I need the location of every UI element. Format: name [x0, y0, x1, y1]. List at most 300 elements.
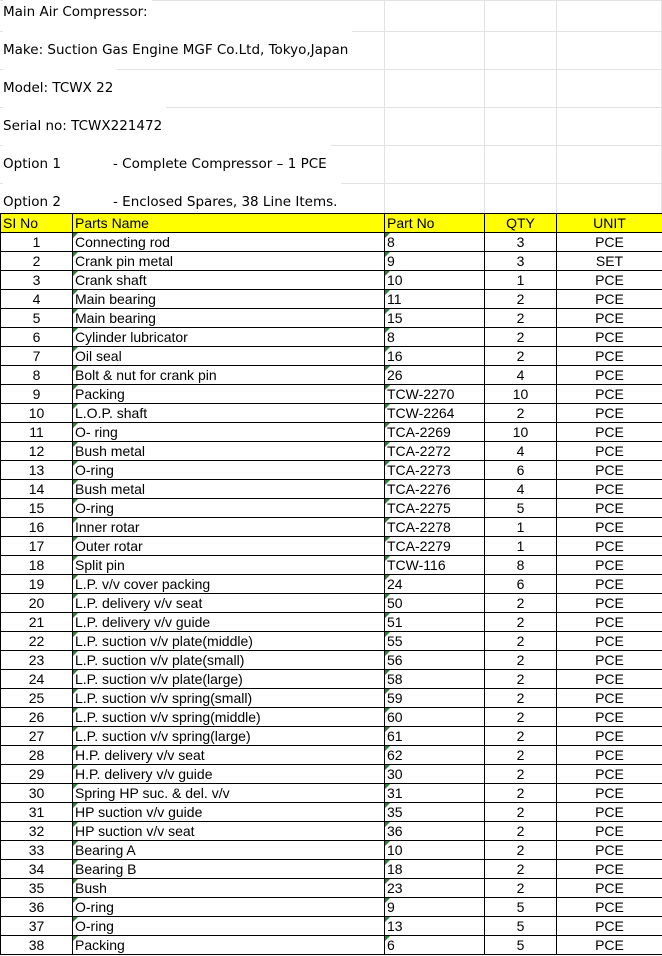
unit-cell[interactable]: PCE	[557, 632, 662, 651]
si-no-cell[interactable]: 32	[1, 822, 73, 841]
si-no-cell[interactable]: 23	[1, 651, 73, 670]
comment-indicator-icon	[385, 233, 390, 238]
unit-cell[interactable]: PCE	[557, 594, 662, 613]
comment-indicator-icon	[73, 309, 78, 314]
table-row	[1, 860, 662, 879]
cell-text: 10	[387, 272, 403, 288]
comment-indicator-icon	[385, 290, 390, 295]
cell-text: Oil seal	[75, 348, 122, 364]
qty-cell[interactable]: 2	[485, 309, 557, 328]
si-no-cell[interactable]: 27	[1, 727, 73, 746]
unit-cell[interactable]: PCE	[557, 423, 662, 442]
comment-indicator-icon	[73, 347, 78, 352]
cell-text: 58	[387, 671, 403, 687]
unit-cell[interactable]: PCE	[557, 765, 662, 784]
part-no-cell[interactable]	[385, 461, 485, 480]
unit-cell[interactable]: PCE	[557, 404, 662, 423]
qty-cell[interactable]: 5	[485, 936, 557, 955]
table-row	[1, 423, 662, 442]
unit-cell[interactable]: PCE	[557, 746, 662, 765]
si-no-cell[interactable]: 33	[1, 841, 73, 860]
part-no-cell[interactable]	[385, 252, 485, 271]
option2-label: Option 2	[3, 194, 61, 210]
parts-name-cell[interactable]	[73, 708, 385, 727]
comment-indicator-icon	[73, 233, 78, 238]
column-header-parts-name[interactable]: Parts Name	[73, 214, 385, 233]
parts-name-cell[interactable]	[73, 860, 385, 879]
cell-text: Crank pin metal	[75, 253, 174, 269]
comment-indicator-icon	[73, 936, 78, 941]
part-no-cell[interactable]	[385, 803, 485, 822]
unit-cell[interactable]: PCE	[557, 651, 662, 670]
si-no-cell[interactable]: 26	[1, 708, 73, 727]
unit-cell[interactable]: PCE	[557, 670, 662, 689]
comment-indicator-icon	[385, 670, 390, 675]
cell-text: 61	[387, 728, 403, 744]
part-no-cell[interactable]	[385, 917, 485, 936]
comment-indicator-icon	[73, 594, 78, 599]
part-no-cell[interactable]	[385, 594, 485, 613]
unit-cell[interactable]: PCE	[557, 518, 662, 537]
part-no-cell[interactable]	[385, 556, 485, 575]
parts-name-cell[interactable]	[73, 594, 385, 613]
qty-cell[interactable]: 2	[485, 727, 557, 746]
parts-name-cell[interactable]	[73, 480, 385, 499]
parts-name-cell[interactable]	[73, 404, 385, 423]
unit-cell[interactable]: PCE	[557, 499, 662, 518]
qty-cell[interactable]: 2	[485, 765, 557, 784]
table-row	[1, 803, 662, 822]
qty-cell[interactable]: 2	[485, 803, 557, 822]
column-header-unit[interactable]: UNIT	[557, 214, 662, 233]
parts-name-cell[interactable]	[73, 879, 385, 898]
qty-cell[interactable]: 2	[485, 746, 557, 765]
parts-name-cell[interactable]	[73, 537, 385, 556]
comment-indicator-icon	[385, 537, 390, 542]
parts-name-cell[interactable]	[73, 898, 385, 917]
cell-text: TCW-2270	[387, 386, 455, 402]
column-header-part-no[interactable]: Part No	[385, 214, 485, 233]
parts-name-cell[interactable]	[73, 252, 385, 271]
unit-cell[interactable]: PCE	[557, 575, 662, 594]
unit-cell[interactable]: PCE	[557, 613, 662, 632]
si-no-cell[interactable]: 38	[1, 936, 73, 955]
table-row	[1, 309, 662, 328]
table-row	[1, 537, 662, 556]
qty-cell[interactable]: 8	[485, 556, 557, 575]
qty-cell[interactable]: 2	[485, 594, 557, 613]
parts-name-cell[interactable]	[73, 309, 385, 328]
parts-name-cell[interactable]	[73, 347, 385, 366]
qty-cell[interactable]: 2	[485, 613, 557, 632]
si-no-cell[interactable]: 12	[1, 442, 73, 461]
cell-text: 11	[387, 291, 402, 307]
part-no-cell[interactable]	[385, 651, 485, 670]
part-no-cell[interactable]	[385, 936, 485, 955]
comment-indicator-icon	[73, 499, 78, 504]
unit-cell[interactable]: PCE	[557, 727, 662, 746]
parts-name-cell[interactable]	[73, 936, 385, 955]
si-no-cell[interactable]: 16	[1, 518, 73, 537]
comment-indicator-icon	[73, 841, 78, 846]
comment-indicator-icon	[385, 727, 390, 732]
cell-text: TCA-2273	[387, 462, 451, 478]
part-no-cell[interactable]	[385, 746, 485, 765]
qty-cell[interactable]: 10	[485, 385, 557, 404]
part-no-cell[interactable]	[385, 404, 485, 423]
qty-cell[interactable]: 6	[485, 461, 557, 480]
table-row	[1, 575, 662, 594]
qty-cell[interactable]: 2	[485, 404, 557, 423]
si-no-cell[interactable]: 18	[1, 556, 73, 575]
cell-text: O-ring	[75, 899, 114, 915]
qty-cell[interactable]: 2	[485, 632, 557, 651]
comment-indicator-icon	[385, 765, 390, 770]
parts-name-cell[interactable]	[73, 556, 385, 575]
unit-cell[interactable]: PCE	[557, 689, 662, 708]
si-no-cell[interactable]: 17	[1, 537, 73, 556]
cell-text: 55	[387, 633, 403, 649]
comment-indicator-icon	[73, 746, 78, 751]
column-header-qty[interactable]: QTY	[485, 214, 557, 233]
parts-name-cell[interactable]	[73, 271, 385, 290]
parts-name-cell[interactable]	[73, 233, 385, 252]
cell-text: 60	[387, 709, 403, 725]
parts-name-cell[interactable]	[73, 290, 385, 309]
unit-cell[interactable]: PCE	[557, 917, 662, 936]
parts-name-cell[interactable]	[73, 670, 385, 689]
parts-name-cell[interactable]	[73, 442, 385, 461]
table-row	[1, 366, 662, 385]
part-no-cell[interactable]	[385, 727, 485, 746]
unit-cell[interactable]: PCE	[557, 480, 662, 499]
comment-indicator-icon	[73, 575, 78, 580]
part-no-cell[interactable]	[385, 860, 485, 879]
unit-cell[interactable]: PCE	[557, 309, 662, 328]
part-no-cell[interactable]	[385, 366, 485, 385]
part-no-cell[interactable]	[385, 423, 485, 442]
qty-cell[interactable]: 1	[485, 537, 557, 556]
parts-name-cell[interactable]	[73, 689, 385, 708]
part-no-cell[interactable]	[385, 632, 485, 651]
si-no-cell[interactable]: 19	[1, 575, 73, 594]
part-no-cell[interactable]	[385, 442, 485, 461]
parts-name-cell[interactable]	[73, 784, 385, 803]
cell-text: Bearing A	[75, 842, 136, 858]
parts-name-cell[interactable]	[73, 423, 385, 442]
part-no-cell[interactable]	[385, 309, 485, 328]
unit-cell[interactable]: PCE	[557, 860, 662, 879]
parts-name-cell[interactable]	[73, 366, 385, 385]
qty-cell[interactable]: 2	[485, 841, 557, 860]
parts-name-cell[interactable]	[73, 575, 385, 594]
table-row	[1, 936, 662, 955]
comment-indicator-icon	[385, 385, 390, 390]
comment-indicator-icon	[73, 328, 78, 333]
comment-indicator-icon	[73, 822, 78, 827]
unit-cell[interactable]: PCE	[557, 822, 662, 841]
cell-text: 51	[387, 614, 403, 630]
part-no-cell[interactable]	[385, 290, 485, 309]
table-row	[1, 632, 662, 651]
comment-indicator-icon	[385, 746, 390, 751]
make-text: Make: Suction Gas Engine MGF Co.Ltd, Tokyo,Japan	[3, 31, 352, 69]
comment-indicator-icon	[73, 632, 78, 637]
parts-name-cell[interactable]	[73, 613, 385, 632]
parts-name-cell[interactable]	[73, 499, 385, 518]
si-no-cell[interactable]: 8	[1, 366, 73, 385]
cell-text: Split pin	[75, 557, 125, 573]
si-no-cell[interactable]: 2	[1, 252, 73, 271]
parts-name-cell[interactable]	[73, 765, 385, 784]
part-no-cell[interactable]	[385, 518, 485, 537]
part-no-cell[interactable]	[385, 784, 485, 803]
parts-name-cell[interactable]	[73, 632, 385, 651]
table-row	[1, 518, 662, 537]
comment-indicator-icon	[73, 423, 78, 428]
part-no-cell[interactable]	[385, 689, 485, 708]
comment-indicator-icon	[73, 537, 78, 542]
parts-name-cell[interactable]	[73, 651, 385, 670]
unit-cell[interactable]: PCE	[557, 271, 662, 290]
cell-text: 50	[387, 595, 403, 611]
si-no-cell[interactable]: 25	[1, 689, 73, 708]
qty-cell[interactable]: 6	[485, 575, 557, 594]
comment-indicator-icon	[73, 689, 78, 694]
cell-text: 31	[387, 785, 403, 801]
table-row	[1, 556, 662, 575]
table-row	[1, 252, 662, 271]
unit-cell[interactable]: PCE	[557, 784, 662, 803]
cell-text: L.P. delivery v/v seat	[75, 595, 203, 611]
qty-cell[interactable]: 2	[485, 670, 557, 689]
si-no-cell[interactable]: 37	[1, 917, 73, 936]
unit-cell[interactable]: PCE	[557, 385, 662, 404]
cell-text: HP suction v/v seat	[75, 823, 195, 839]
table-row	[1, 347, 662, 366]
si-no-cell[interactable]: 20	[1, 594, 73, 613]
comment-indicator-icon	[385, 613, 390, 618]
comment-indicator-icon	[385, 309, 390, 314]
qty-cell[interactable]: 10	[485, 423, 557, 442]
si-no-cell[interactable]: 34	[1, 860, 73, 879]
qty-cell[interactable]: 3	[485, 252, 557, 271]
cell-text: 6	[387, 937, 395, 953]
parts-name-cell[interactable]	[73, 385, 385, 404]
comment-indicator-icon	[73, 252, 78, 257]
cell-text: TCW-116	[387, 557, 446, 573]
unit-cell[interactable]: SET	[557, 252, 662, 271]
part-no-cell[interactable]	[385, 233, 485, 252]
part-no-cell[interactable]	[385, 271, 485, 290]
cell-text: Spring HP suc. & del. v/v	[75, 785, 230, 801]
si-no-cell[interactable]: 24	[1, 670, 73, 689]
cell-text: 56	[387, 652, 403, 668]
si-no-cell[interactable]: 36	[1, 898, 73, 917]
unit-cell[interactable]: PCE	[557, 290, 662, 309]
part-no-cell[interactable]	[385, 537, 485, 556]
unit-cell[interactable]: PCE	[557, 233, 662, 252]
si-no-cell[interactable]: 22	[1, 632, 73, 651]
table-row	[1, 404, 662, 423]
si-no-cell[interactable]: 21	[1, 613, 73, 632]
cell-text: Bush metal	[75, 443, 146, 459]
table-header-row	[1, 214, 662, 233]
unit-cell[interactable]: PCE	[557, 328, 662, 347]
table-body	[1, 233, 662, 955]
qty-cell[interactable]: 3	[485, 233, 557, 252]
si-no-cell[interactable]: 31	[1, 803, 73, 822]
si-no-cell[interactable]: 30	[1, 784, 73, 803]
si-no-cell[interactable]: 15	[1, 499, 73, 518]
unit-cell[interactable]: PCE	[557, 556, 662, 575]
qty-cell[interactable]: 2	[485, 347, 557, 366]
si-no-cell[interactable]: 1	[1, 233, 73, 252]
cell-text: Bearing B	[75, 861, 137, 877]
unit-cell[interactable]: PCE	[557, 442, 662, 461]
part-no-cell[interactable]	[385, 347, 485, 366]
table-row	[1, 442, 662, 461]
part-no-cell[interactable]	[385, 499, 485, 518]
qty-cell[interactable]: 4	[485, 366, 557, 385]
qty-cell[interactable]: 2	[485, 689, 557, 708]
part-no-cell[interactable]	[385, 765, 485, 784]
option2-text: - Enclosed Spares, 38 Line Items.	[113, 194, 338, 210]
cell-text: O- ring	[75, 424, 118, 440]
part-no-cell[interactable]	[385, 575, 485, 594]
comment-indicator-icon	[73, 803, 78, 808]
part-no-cell[interactable]	[385, 841, 485, 860]
part-no-cell[interactable]	[385, 708, 485, 727]
qty-cell[interactable]: 2	[485, 328, 557, 347]
comment-indicator-icon	[385, 461, 390, 466]
unit-cell[interactable]: PCE	[557, 537, 662, 556]
title-text: Main Air Compressor:	[3, 0, 152, 31]
si-no-cell[interactable]: 13	[1, 461, 73, 480]
parts-name-cell[interactable]	[73, 917, 385, 936]
parts-name-cell[interactable]	[73, 822, 385, 841]
qty-cell[interactable]: 5	[485, 917, 557, 936]
cell-text: 26	[387, 367, 403, 383]
qty-cell[interactable]: 2	[485, 822, 557, 841]
qty-cell[interactable]: 4	[485, 442, 557, 461]
table-row	[1, 499, 662, 518]
cell-text: 9	[387, 253, 395, 269]
qty-cell[interactable]: 2	[485, 651, 557, 670]
unit-cell[interactable]: PCE	[557, 841, 662, 860]
si-no-cell[interactable]: 6	[1, 328, 73, 347]
qty-cell[interactable]: 5	[485, 499, 557, 518]
comment-indicator-icon	[385, 708, 390, 713]
qty-cell[interactable]: 2	[485, 290, 557, 309]
qty-cell[interactable]: 2	[485, 784, 557, 803]
part-no-cell[interactable]	[385, 613, 485, 632]
si-no-cell[interactable]: 9	[1, 385, 73, 404]
qty-cell[interactable]: 1	[485, 271, 557, 290]
parts-name-cell[interactable]	[73, 328, 385, 347]
table-row	[1, 727, 662, 746]
si-no-cell[interactable]: 5	[1, 309, 73, 328]
si-no-cell[interactable]: 11	[1, 423, 73, 442]
table-row	[1, 651, 662, 670]
part-no-cell[interactable]	[385, 480, 485, 499]
parts-name-cell[interactable]	[73, 841, 385, 860]
unit-cell[interactable]: PCE	[557, 708, 662, 727]
qty-cell[interactable]: 1	[485, 518, 557, 537]
cell-text: TCA-2276	[387, 481, 451, 497]
si-no-cell[interactable]: 10	[1, 404, 73, 423]
si-no-cell[interactable]: 4	[1, 290, 73, 309]
unit-cell[interactable]: PCE	[557, 366, 662, 385]
comment-indicator-icon	[385, 366, 390, 371]
parts-name-cell[interactable]	[73, 746, 385, 765]
parts-name-cell[interactable]	[73, 518, 385, 537]
parts-name-cell[interactable]	[73, 803, 385, 822]
cell-text: 23	[387, 880, 403, 896]
table-row	[1, 689, 662, 708]
cell-text: Packing	[75, 386, 125, 402]
comment-indicator-icon	[385, 575, 390, 580]
cell-text: TCA-2272	[387, 443, 451, 459]
unit-cell[interactable]: PCE	[557, 461, 662, 480]
part-no-cell[interactable]	[385, 670, 485, 689]
cell-text: H.P. delivery v/v guide	[75, 766, 213, 782]
si-no-cell[interactable]: 28	[1, 746, 73, 765]
unit-cell[interactable]: PCE	[557, 347, 662, 366]
part-no-cell[interactable]	[385, 898, 485, 917]
si-no-cell[interactable]: 7	[1, 347, 73, 366]
comment-indicator-icon	[385, 632, 390, 637]
qty-cell[interactable]: 2	[485, 860, 557, 879]
qty-cell[interactable]: 4	[485, 480, 557, 499]
cell-text: L.P. suction v/v plate(large)	[75, 671, 243, 687]
parts-name-cell[interactable]	[73, 461, 385, 480]
comment-indicator-icon	[385, 480, 390, 485]
si-no-cell[interactable]: 14	[1, 480, 73, 499]
cell-text: TCW-2264	[387, 405, 455, 421]
si-no-cell[interactable]: 3	[1, 271, 73, 290]
comment-indicator-icon	[73, 366, 78, 371]
cell-text: Bush	[75, 880, 107, 896]
model-text: Model: TCWX 22	[3, 69, 117, 107]
qty-cell[interactable]: 2	[485, 708, 557, 727]
comment-indicator-icon	[385, 556, 390, 561]
part-no-cell[interactable]	[385, 879, 485, 898]
si-no-cell[interactable]: 29	[1, 765, 73, 784]
cell-text: 8	[387, 329, 395, 345]
column-header-si-no[interactable]: SI No	[1, 214, 73, 233]
si-no-cell[interactable]: 35	[1, 879, 73, 898]
cell-text: L.P. suction v/v plate(middle)	[75, 633, 253, 649]
table-row	[1, 765, 662, 784]
option1-row	[3, 145, 331, 183]
parts-name-cell[interactable]	[73, 727, 385, 746]
unit-cell[interactable]: PCE	[557, 803, 662, 822]
part-no-cell[interactable]	[385, 328, 485, 347]
table-row	[1, 385, 662, 404]
cell-text: HP suction v/v guide	[75, 804, 203, 820]
comment-indicator-icon	[73, 727, 78, 732]
comment-indicator-icon	[385, 784, 390, 789]
qty-cell[interactable]: 5	[485, 898, 557, 917]
part-no-cell[interactable]	[385, 385, 485, 404]
unit-cell[interactable]: PCE	[557, 898, 662, 917]
comment-indicator-icon	[385, 689, 390, 694]
unit-cell[interactable]: PCE	[557, 936, 662, 955]
part-no-cell[interactable]	[385, 822, 485, 841]
qty-cell[interactable]: 2	[485, 879, 557, 898]
unit-cell[interactable]: PCE	[557, 879, 662, 898]
